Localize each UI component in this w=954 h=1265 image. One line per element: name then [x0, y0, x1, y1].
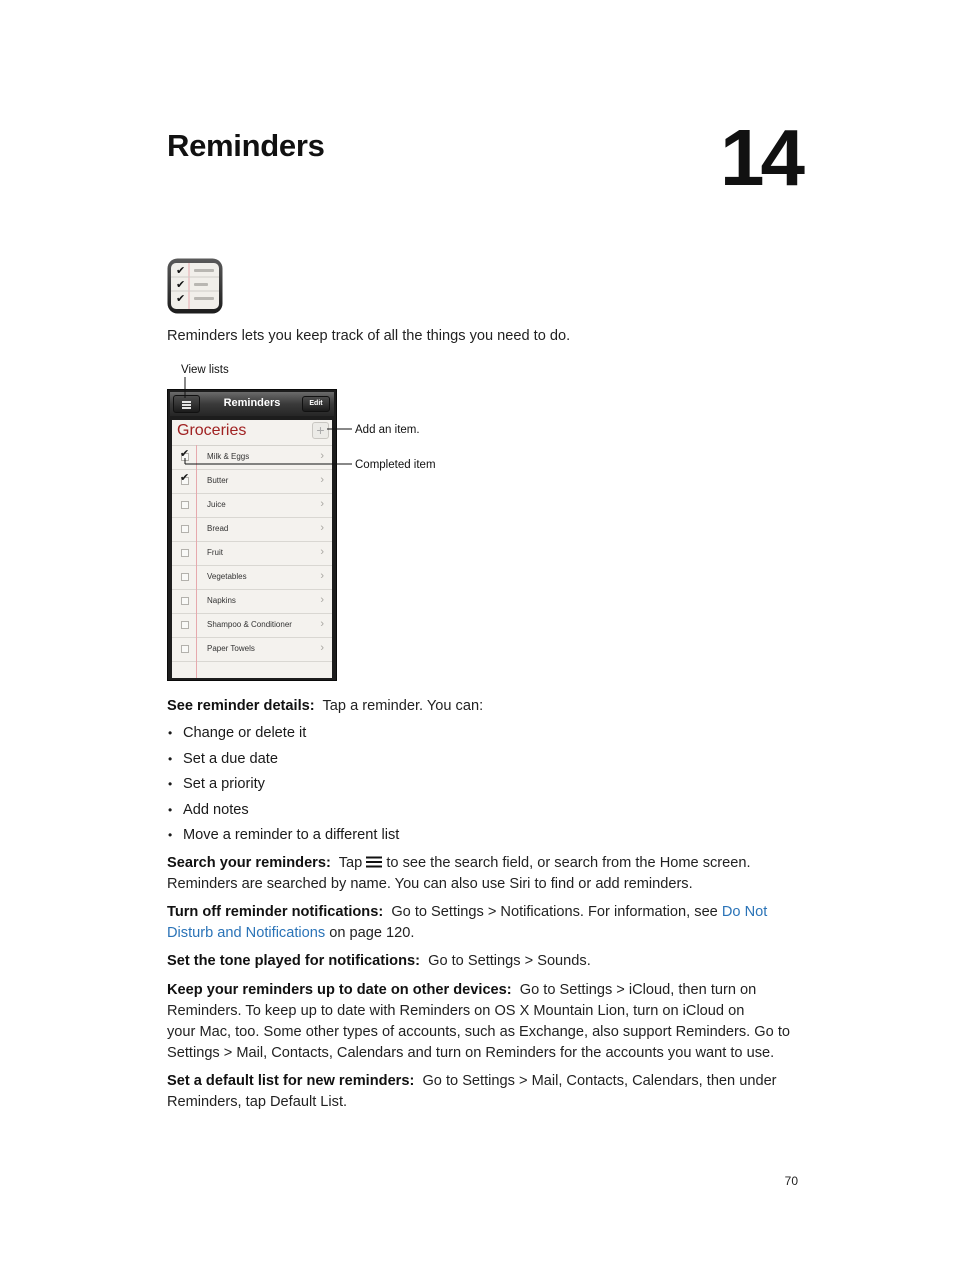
bullet-item: • Set a due date [167, 749, 399, 775]
callout-view-lists: View lists [181, 364, 229, 376]
chapter-number: 14 [720, 113, 801, 202]
bullet-item: • Add notes [167, 800, 399, 826]
page-number: 70 [784, 1174, 798, 1188]
sync-paragraph [167, 980, 790, 1064]
svg-text:✔: ✔ [176, 292, 186, 305]
reminder-label: Juice [207, 500, 226, 509]
notifications-paragraph [167, 902, 767, 944]
search-label: Search your reminders: [167, 855, 331, 871]
reminder-label: Paper Towels [207, 644, 255, 653]
reminder-label: Butter [207, 476, 229, 485]
tone-text: Go to Settings > Sounds. [428, 953, 591, 969]
bullet-item: • Change or delete it [167, 723, 399, 749]
callout-add-item: Add an item. [355, 424, 420, 436]
check-mark-icon: ✔ [180, 448, 190, 460]
chevron-right-icon[interactable]: › [320, 642, 324, 654]
sync-line2: Reminders. To keep up to date with Reminders on OS X Mountain Lion, turn on iCloud on [167, 1003, 745, 1019]
default-list-line1: Go to Settings > Mail, Contacts, Calendars, then under [422, 1073, 777, 1089]
screen-title: Reminders [223, 397, 281, 409]
reminder-label: Fruit [207, 548, 223, 557]
check-mark-icon: ✔ [180, 472, 190, 484]
bullet-item: • Set a priority [167, 774, 399, 800]
search-text-before: Tap [338, 855, 363, 871]
search-text-line2: Reminders are searched by name. You can also use Siri to find or add reminders. [167, 876, 693, 892]
search-text-after: to see the search field, or search from the Home screen. [386, 855, 751, 871]
chevron-right-icon[interactable]: › [320, 450, 324, 462]
notifications-text: Go to Settings > Notifications. For information, see [391, 904, 718, 920]
search-paragraph [167, 853, 751, 895]
sync-line1: Go to Settings > iCloud, then turn on [519, 982, 757, 998]
details-paragraph [167, 696, 483, 717]
callout-completed-item: Completed item [355, 459, 436, 471]
default-list-label: Set a default list for new reminders: [167, 1073, 415, 1089]
bullet-item: • Move a reminder to a different list [167, 825, 399, 851]
details-label: See reminder details: [167, 698, 315, 714]
dnd-link-continued[interactable]: Disturb and Notifications [167, 925, 326, 941]
dnd-link[interactable]: Do Not [721, 904, 768, 920]
notifications-label: Turn off reminder notifications: [167, 904, 384, 920]
chevron-right-icon[interactable]: › [320, 546, 324, 558]
chapter-title: Reminders [167, 128, 325, 163]
details-text: Tap a reminder. You can: [322, 698, 484, 714]
svg-text:✔: ✔ [176, 264, 186, 277]
reminder-label: Shampoo & Conditioner [207, 620, 292, 629]
default-list-line2: Reminders, tap Default List. [167, 1094, 348, 1110]
chevron-right-icon[interactable]: › [320, 594, 324, 606]
tone-paragraph [167, 951, 591, 972]
sync-line4: Settings > Mail, Contacts, Calendars and turn on Reminders for the accounts you want to use. [167, 1045, 775, 1061]
edit-button[interactable]: Edit [302, 396, 330, 412]
sync-label: Keep your reminders up to date on other devices: [167, 982, 512, 998]
default-list-paragraph [167, 1071, 777, 1113]
add-item-button[interactable]: + [312, 422, 329, 439]
reminder-label: Vegetables [207, 572, 247, 581]
chevron-right-icon[interactable]: › [320, 522, 324, 534]
reminder-label: Napkins [207, 596, 236, 605]
chevron-right-icon[interactable]: › [320, 570, 324, 582]
svg-text:✔: ✔ [176, 278, 186, 291]
reminder-label: Milk & Eggs [207, 452, 250, 461]
chevron-right-icon[interactable]: › [320, 618, 324, 630]
details-bullets [167, 723, 399, 851]
intro-text: Reminders lets you keep track of all the things you need to do. [167, 328, 571, 344]
chevron-right-icon[interactable]: › [320, 474, 324, 486]
list-icon [366, 856, 382, 868]
sync-line3: your Mac, too. Some other types of accounts, such as Exchange, also support Reminders. Go to [167, 1024, 790, 1040]
tone-label: Set the tone played for notifications: [167, 953, 420, 969]
notifications-page-ref: on page 120. [329, 925, 415, 941]
reminder-label: Bread [207, 524, 229, 533]
list-name: Groceries [177, 422, 247, 439]
chevron-right-icon[interactable]: › [320, 498, 324, 510]
